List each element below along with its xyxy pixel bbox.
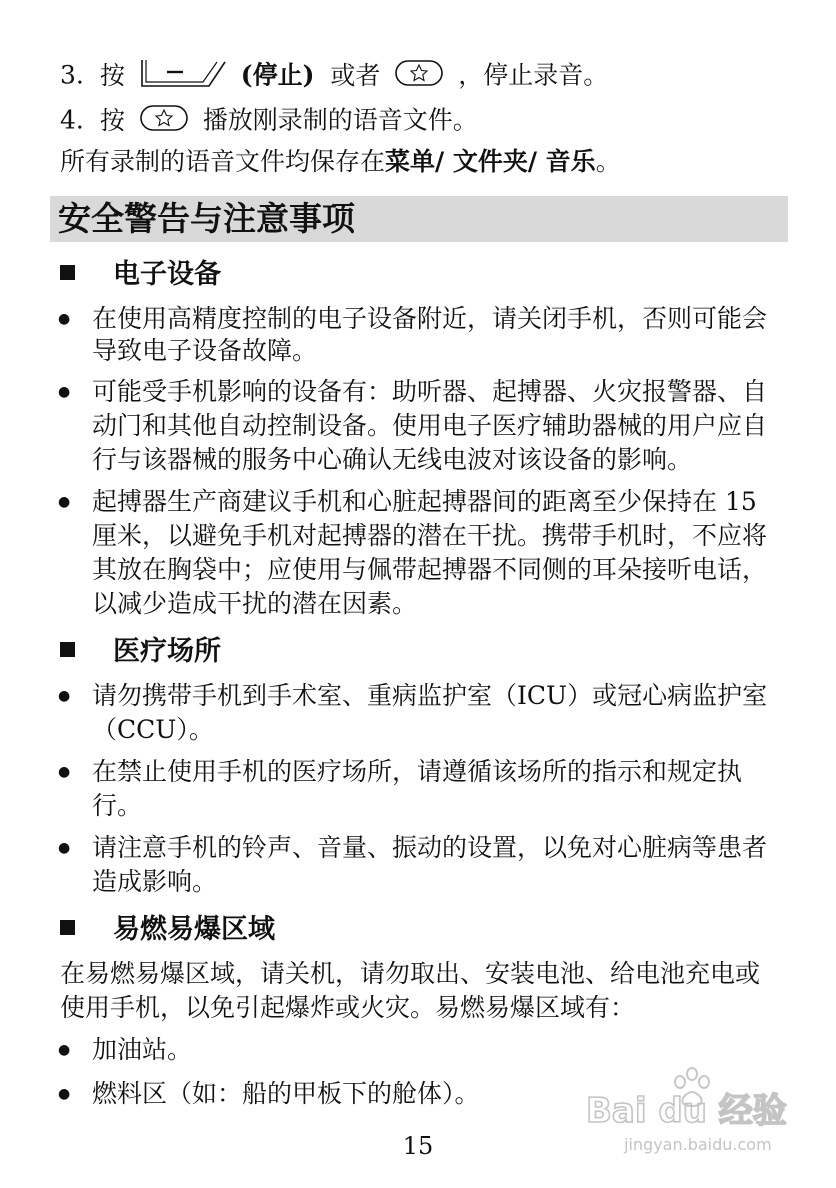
step-3-or: 或者 bbox=[330, 60, 381, 90]
medical-bullet-3-line-2: 造成影响。 bbox=[92, 867, 218, 896]
medical-heading: 医疗场所 bbox=[113, 636, 221, 667]
flammable-heading: 易燃易爆区域 bbox=[113, 914, 275, 945]
bullet-dot-icon: ● bbox=[58, 1042, 71, 1058]
electronics-bullet-3-line-1: 起搏器生产商建议手机和心脏起搏器间的距离至少保持在 15 bbox=[92, 487, 757, 516]
electronics-bullet-2-line-1: 可能受手机影响的设备有：助听器、起搏器、火灾报警器、自 bbox=[92, 377, 768, 406]
flammable-intro-line-1: 在易燃易爆区域，请关机，请勿取出、安装电池、给电池充电或 bbox=[60, 959, 761, 988]
center-key-icon bbox=[394, 59, 444, 95]
end-key-icon bbox=[139, 58, 227, 96]
saved-path: 菜单/ 文件夹/ 音乐 bbox=[385, 147, 596, 176]
section-title: 安全警告与注意事项 bbox=[58, 199, 355, 238]
subsection-medical bbox=[60, 635, 221, 669]
medical-bullet-3-line-1: 请注意手机的铃声、音量、振动的设置，以免对心脏病等患者 bbox=[92, 833, 768, 862]
black-square-icon bbox=[60, 642, 75, 657]
electronics-bullet-3-line-4: 以减少造成干扰的潜在因素。 bbox=[92, 589, 418, 618]
step-3-line bbox=[60, 58, 608, 96]
flammable-intro-line-2: 使用手机，以免引起爆炸或火灾。易燃易爆区域有： bbox=[60, 993, 636, 1022]
electronics-bullet-2-line-2: 动门和其他自动控制设备。使用电子医疗辅助器械的用户应自 bbox=[92, 411, 768, 440]
step-3-press: 按 bbox=[99, 60, 125, 90]
step-4-press: 按 bbox=[99, 105, 125, 135]
bullet-dot-icon: ● bbox=[58, 494, 71, 510]
black-square-icon bbox=[60, 265, 75, 280]
medical-bullet-1-line-1: 请勿携带手机到手术室、重病监护室（ICU）或冠心病监护室 bbox=[92, 681, 768, 710]
bullet-dot-icon: ● bbox=[58, 311, 71, 327]
electronics-bullet-2-line-3: 行与该器械的服务中心确认无线电波对该设备的影响。 bbox=[92, 445, 693, 474]
bullet-dot-icon: ● bbox=[58, 384, 71, 400]
stop-key-label: (停止) bbox=[240, 60, 315, 90]
electronics-bullet-3-line-2: 厘米，以避免手机对起搏器的潜在干扰。携带手机时，不应将 bbox=[92, 521, 768, 550]
bullet-dot-icon: ● bbox=[58, 1086, 71, 1102]
step-4-tail: 播放刚录制的语音文件。 bbox=[202, 105, 478, 135]
subsection-flammable bbox=[60, 913, 275, 947]
medical-bullet-1-line-2: （CCU）。 bbox=[92, 715, 214, 744]
saved-suffix: 。 bbox=[595, 147, 621, 176]
flammable-bullet-1: 加油站。 bbox=[92, 1035, 193, 1064]
step-4-line bbox=[60, 104, 478, 140]
electronics-bullet-1-line-1: 在使用高精度控制的电子设备附近，请关闭手机，否则可能会 bbox=[92, 304, 768, 333]
electronics-heading: 电子设备 bbox=[113, 259, 221, 290]
watermark-url: jingyan.baidu.com bbox=[624, 1135, 772, 1154]
electronics-bullet-3-line-3: 其放在胸袋中；应使用与佩带起搏器不同侧的耳朵接听电话， bbox=[92, 555, 768, 584]
bullet-dot-icon: ● bbox=[58, 764, 71, 780]
step-3-number: 3. bbox=[60, 60, 84, 90]
black-square-icon bbox=[60, 920, 75, 935]
step-3-tail: ，停止录音。 bbox=[458, 60, 609, 90]
saved-location-line bbox=[60, 146, 621, 178]
medical-bullet-2-line-2: 行。 bbox=[92, 791, 143, 820]
center-key-icon bbox=[139, 104, 189, 140]
subsection-electronics bbox=[60, 258, 221, 292]
medical-bullet-2-line-1: 在禁止使用手机的医疗场所，请遵循该场所的指示和规定执 bbox=[92, 757, 743, 786]
watermark-brand: Bai du 经验 bbox=[586, 1091, 787, 1131]
step-4-number: 4. bbox=[60, 105, 84, 135]
bullet-dot-icon: ● bbox=[58, 840, 71, 856]
electronics-bullet-1-line-2: 导致电子设备故障。 bbox=[92, 336, 318, 365]
flammable-bullet-2: 燃料区（如：船的甲板下的舱体）。 bbox=[92, 1079, 480, 1108]
bullet-dot-icon: ● bbox=[58, 688, 71, 704]
page-number: 15 bbox=[402, 1132, 434, 1160]
saved-prefix: 所有录制的语音文件均保存在 bbox=[60, 147, 386, 176]
